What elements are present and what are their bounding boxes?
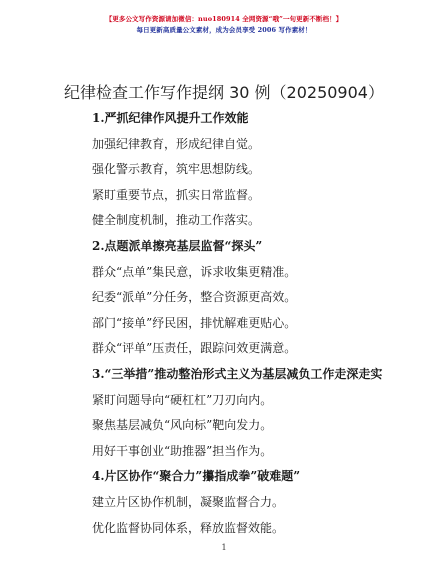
outline-item: 优化监督协同体系，释放监督效能。 <box>92 520 285 535</box>
promo-banner-line-2: 每日更新高质量公文素材，成为会员享受 2006 写作素材！ <box>136 26 312 34</box>
document-body <box>92 106 422 541</box>
section-heading: 2.点题派单擦亮基层监督“探头” <box>92 238 263 253</box>
outline-item: 健全制度机制，推动工作落实。 <box>92 213 261 228</box>
outline-item: 用好干事创业“助推器”担当作为。 <box>92 443 273 458</box>
outline-item: 加强纪律教育，形成纪律自觉。 <box>92 136 261 151</box>
section-heading: 1.严抓纪律作风提升工作效能 <box>92 111 249 125</box>
page-number: 1 <box>221 543 227 552</box>
section-heading: 4.片区协作“聚合力”攥指成拳”破难题” <box>92 469 301 484</box>
outline-item: 紧盯问题导向“硬杠杠”刀刃向内。 <box>92 392 273 407</box>
section-heading: 3.“三举措”推动整治形式主义为基层减负工作走深走实 <box>92 366 383 381</box>
promo-banner-line-1: 【更多公文写作资源请加微信：nuo180914 全网资源“哦”一句更新不断档！】 <box>105 15 343 23</box>
document-title: 纪律检查工作写作提纲 30 例（20250904） <box>64 83 384 102</box>
outline-item: 群众“评单”压责任，跟踪问效更满意。 <box>92 341 297 356</box>
outline-item: 纪委“派单”分任务，整合资源更高效。 <box>92 290 297 305</box>
outline-item: 聚焦基层减负“风向标”靶向发力。 <box>92 418 273 433</box>
outline-item: 建立片区协作机制，凝聚监督合力。 <box>92 494 285 509</box>
outline-item: 紧盯重要节点，抓实日常监督。 <box>92 187 261 202</box>
outline-item: 部门“接单”纾民困，排忧解难更贴心。 <box>92 315 297 330</box>
outline-item: 群众“点单”集民意，诉求收集更精准。 <box>92 264 297 279</box>
outline-item: 强化警示教育，筑牢思想防线。 <box>92 162 261 177</box>
